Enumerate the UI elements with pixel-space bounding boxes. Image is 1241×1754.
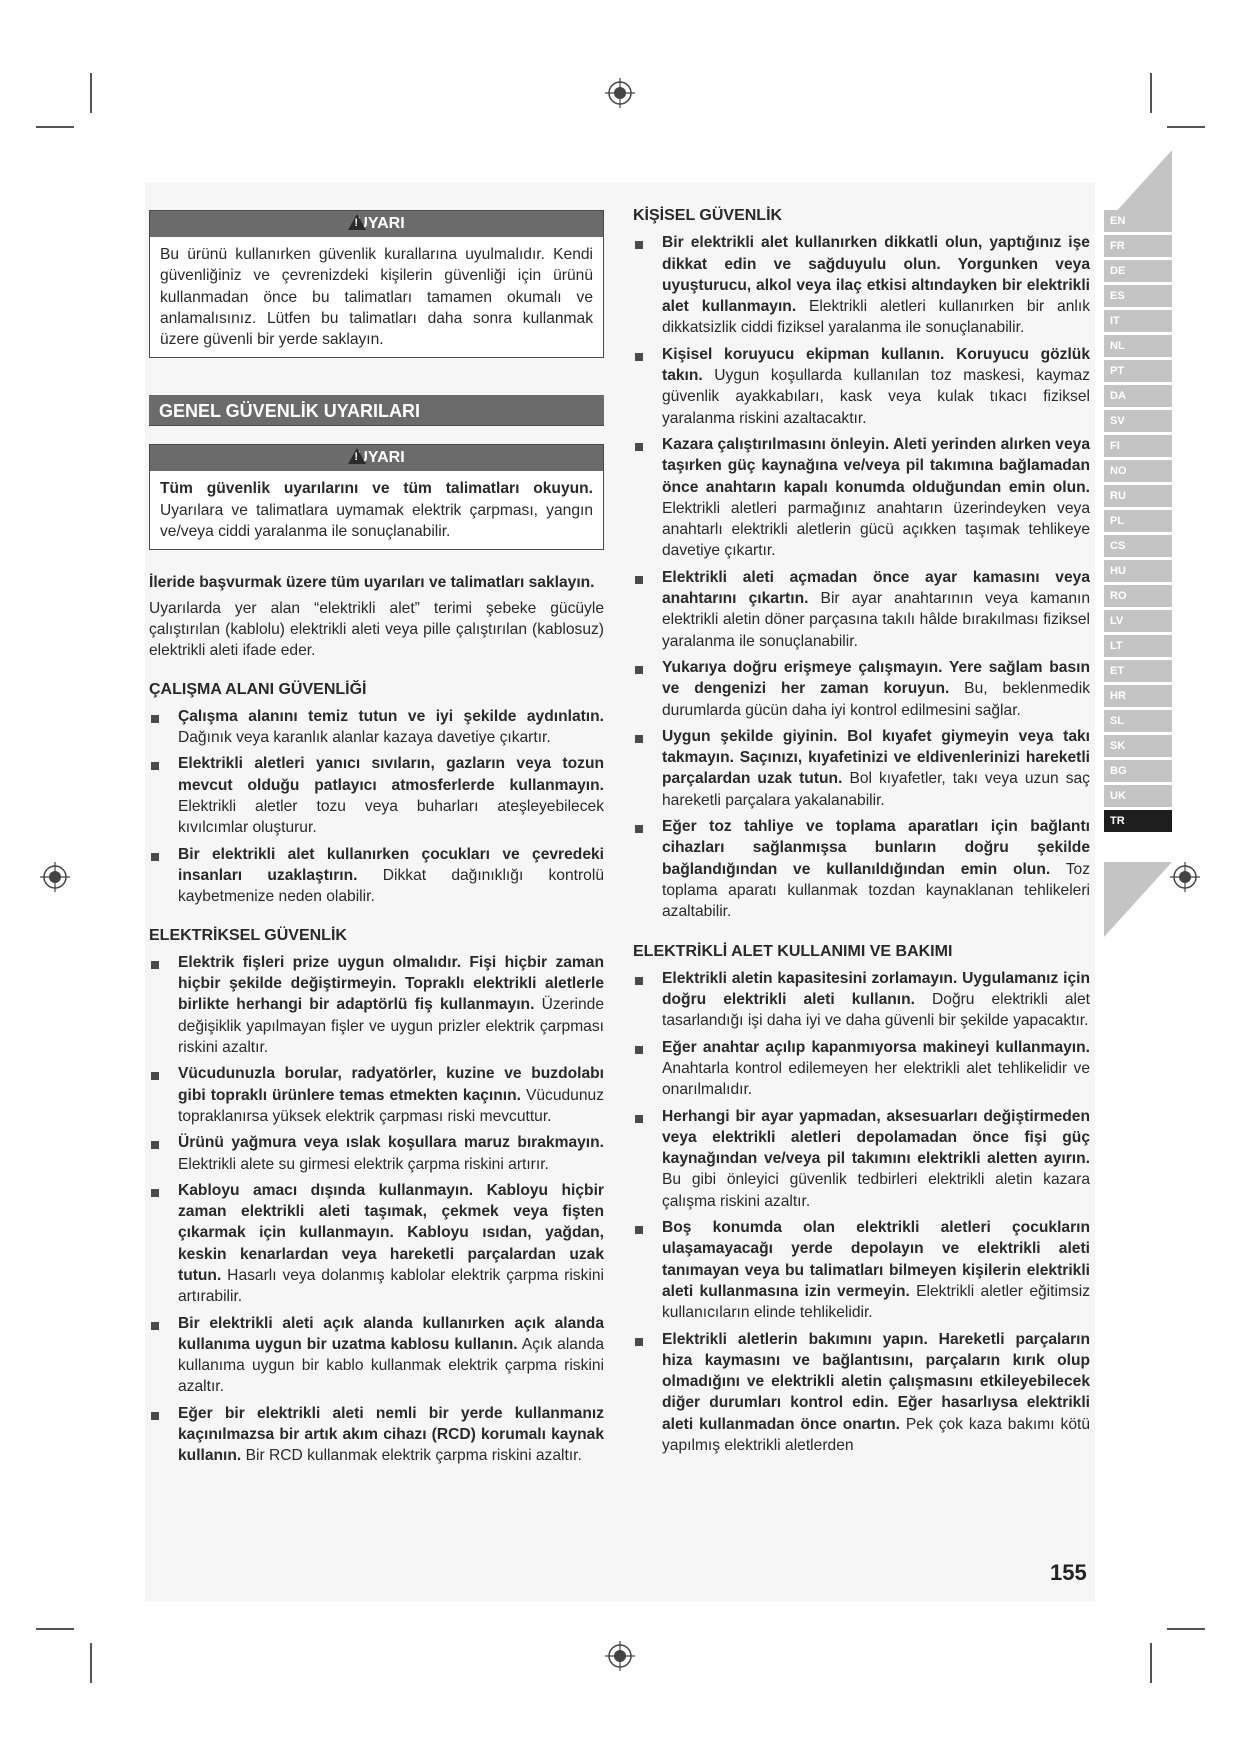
personal-title: KİŞİSEL GÜVENLİK bbox=[633, 207, 783, 224]
crop-mark bbox=[1150, 73, 1152, 113]
list-item: Elektrikli aletleri yanıcı sıvıların, gazların veya tozun mevcut olduğu patlayıcı atmosferlerde kullanmayın. Elektrikli aletler tozu veya buharları ateşleyebilecek kıvılcımlar oluşturur. bbox=[149, 753, 604, 838]
warning-triangle-icon bbox=[348, 214, 366, 230]
list-item: Boş konumda olan elektrikli aletleri çocukların ulaşamayacağı yerde depolayın ve elektrikli aleti tanımayan veya bu talimatları bilmeyen kişilerin elektrikli aleti kullanmasına izin vermeyin. Elektrikli aletler eğitimsiz kullanıcıların elinde tehlikelidir. bbox=[633, 1217, 1090, 1323]
tool-use-title: ELEKTRİKLİ ALET KULLANIMI VE BAKIMI bbox=[633, 942, 953, 960]
personal-list bbox=[633, 232, 1090, 922]
warning-triangle-icon bbox=[348, 448, 366, 464]
crop-mark bbox=[90, 73, 92, 113]
electrical-list bbox=[149, 952, 604, 1467]
warning-bold-text: Tüm güvenlik uyarılarını ve tüm talimatları okuyun. bbox=[160, 480, 593, 498]
page-number: 155 bbox=[1050, 1560, 1087, 1585]
language-tab-pl[interactable]: PL bbox=[1104, 510, 1172, 532]
warning-header bbox=[150, 445, 603, 471]
list-item: Bir elektrikli aleti açık alanda kullanırken açık alanda kullanıma uygun bir uzatma kablosu kullanın. Açık alanda kullanıma uygun bir kablo kullanmak elektrik çarpma riskini azaltır. bbox=[149, 1313, 604, 1398]
language-tab-da[interactable]: DA bbox=[1104, 385, 1172, 407]
language-tab-sl[interactable]: SL bbox=[1104, 710, 1172, 732]
list-item: Elektrik fişleri prize uygun olmalıdır. Fişi hiçbir zaman hiçbir şekilde değiştirmeyin. Topraklı elektrikli aletlerle birlikte herhangi bir adaptörlü fiş kullanmayın. Üzerinde değişiklik yapılmayan fişler ve uygun prizler elektrik çarpması riskini azaltır. bbox=[149, 952, 604, 1058]
language-tab-cs[interactable]: CS bbox=[1104, 535, 1172, 557]
work-area-title: ÇALIŞMA ALANI GÜVENLİĞİ bbox=[149, 680, 367, 698]
language-tab-bg[interactable]: BG bbox=[1104, 760, 1172, 782]
language-tab-sk[interactable]: SK bbox=[1104, 735, 1172, 757]
list-item: Bir elektrikli alet kullanırken dikkatli olun, yaptığınız işe dikkat edin ve sağduyulu olun. Yorgunken veya uyuşturucu, alkol veya ilaç etkisi altındayken bir elektrikli alet kullanmayın. Elektrikli aletleri kullanırken bir anlık dikkatsizlik ciddi fiziksel yaralanma ile sonuçlanabilir. bbox=[633, 232, 1090, 338]
list-item: Yukarıya doğru erişmeye çalışmayın. Yere sağlam basın ve dengenizi her zaman koruyun. Bu, beklenmedik durumlarda gücün daha iyi kontrol edilmesini sağlar. bbox=[633, 657, 1090, 721]
electrical-title: ELEKTRİKSEL GÜVENLİK bbox=[149, 926, 347, 944]
warning-text bbox=[150, 471, 603, 549]
language-tab-en[interactable]: EN bbox=[1104, 210, 1172, 232]
list-item: Elektrikli aletlerin bakımını yapın. Hareketli parçaların hiza kaymasını ve bağlantısını, parçaların kırık olup olmadığını ve elektrikli aletin çalışmasını etkileyebilecek diğer durumları kontrol edin. Eğer hasarlıysa elektrikli aleti kullanmadan önce onartın. Pek çok kaza bakımı kötü yapılmış elektrikli aletlerden bbox=[633, 1329, 1090, 1457]
warning-title: UYARI bbox=[356, 449, 405, 467]
work-area-list bbox=[149, 706, 604, 908]
list-item: Elektrikli aleti açmadan önce ayar kamasını veya anahtarını çıkartın. Bir ayar anahtarının veya kamanın elektrikli aletin döner parçasına takılı hâlde bırakılması fiziksel yaralanma ile sonuçlanabilir. bbox=[633, 567, 1090, 652]
registration-mark-icon bbox=[1170, 862, 1200, 892]
list-item: Kişisel koruyucu ekipman kullanın. Koruyucu gözlük takın. Uygun koşullarda kullanılan toz maskesi, kaymaz güvenlik ayakkabıları, kask veya kulak tıkacı fiziksel yaralanma riskini azaltacaktır. bbox=[633, 344, 1090, 429]
crop-mark bbox=[36, 126, 74, 128]
language-tab-de[interactable]: DE bbox=[1104, 260, 1172, 282]
list-item: Eğer toz tahliye ve toplama aparatları için bağlantı cihazları sağlanmışsa bunların doğru şekilde bağlandığından ve kullanıldığından emin olun. Toz toplama aparatı kullanmak tozdan kaynaklanan tehlikeleri azaltabilir. bbox=[633, 816, 1090, 922]
list-item: Eğer anahtar açılıp kapanmıyorsa makineyi kullanmayın. Anahtarla kontrol edilemeyen her elektrikli alet tehlikelidir ve onarılmalıdır. bbox=[633, 1037, 1090, 1101]
language-tab-lt[interactable]: LT bbox=[1104, 635, 1172, 657]
list-item: Bir elektrikli alet kullanırken çocukları ve çevredeki insanları uzaklaştırın. Dikkat dağınıklığı kontrolü kaybetmenize neden olabilir. bbox=[149, 844, 604, 908]
registration-mark-icon bbox=[605, 78, 635, 108]
left-column bbox=[149, 210, 604, 1472]
language-tab-nl[interactable]: NL bbox=[1104, 335, 1172, 357]
intro-text: Uyarılarda yer alan “elektrikli alet” terimi şebeke gücüyle çalıştırılan (kablolu) elektrikli aleti veya pille çalıştırılan (kablosuz) elektrikli aleti ifade eder. bbox=[149, 599, 604, 660]
list-item: Çalışma alanını temiz tutun ve iyi şekilde aydınlatın. Dağınık veya karanlık alanlar kazaya davetiye çıkartır. bbox=[149, 706, 604, 749]
warning-title: UYARI bbox=[356, 215, 405, 232]
list-item: Eğer bir elektrikli aleti nemli bir yerde kullanmanız kaçınılmazsa bir artık akım cihazı (RCD) korumalı kaynak kullanın. Bir RCD kullanmak elektrik çarpma riskini azaltır. bbox=[149, 1403, 604, 1467]
warning-box bbox=[149, 210, 604, 358]
language-tab-ro[interactable]: RO bbox=[1104, 585, 1172, 607]
warning-text: Bu ürünü kullanırken güvenlik kurallarına uyulmalıdır. Kendi güvenliğiniz ve çevrenizdeki kişilerin güvenliği için ürünü kullanmadan önce bu talimatları tamamen okumalı ve anlamalısınız. Lütfen bu talimatları daha sonra kullanmak üzere güvenli bir yerde saklayın. bbox=[160, 246, 593, 349]
language-tab-fi[interactable]: FI bbox=[1104, 435, 1172, 457]
warning-box bbox=[149, 444, 604, 550]
list-item: Kazara çalıştırılmasını önleyin. Aleti yerinden alırken veya taşırken güç kaynağına ve/veya pil takımına bağlamadan önce anahtarın kapalı konumda olduğundan emin olun. Elektrikli aletleri parmağınız anahtarın üzerindeyken veya anahtarlı elektrikli aletlerin gücü açıkken taşımak tehlikeye davetiye çıkartır. bbox=[633, 434, 1090, 562]
language-tab-pt[interactable]: PT bbox=[1104, 360, 1172, 382]
language-tab-ru[interactable]: RU bbox=[1104, 485, 1172, 507]
list-item: Herhangi bir ayar yapmadan, aksesuarları değiştirmeden veya elektrikli aletleri depolamadan önce fişi güç kaynağından ve/veya pil takımını elektrikli aletten ayırın. Bu gibi önleyici güvenlik tedbirleri elektrikli aletin kazara çalışma riskini azaltır. bbox=[633, 1106, 1090, 1212]
language-tab-decoration bbox=[1104, 862, 1172, 937]
list-item: Vücudunuzla borular, radyatörler, kuzine ve buzdolabı gibi topraklı ürünlere temas etmekten kaçının. Vücudunuz topraklanırsa yüksek elektrik çarpması riski mevcuttur. bbox=[149, 1063, 604, 1127]
crop-mark bbox=[36, 1628, 74, 1630]
list-item: Kabloyu amacı dışında kullanmayın. Kabloyu hiçbir zaman elektrikli aleti taşımak, çekmek veya fişten çıkarmak için kullanmayın. Kabloyu ısıdan, yağdan, keskin kenarlardan veya hareketli parçalardan uzak tutun. Hasarlı veya dolanmış kablolar elektrik çarpma riskini artırabilir. bbox=[149, 1180, 604, 1308]
language-tab-tr[interactable]: TR bbox=[1104, 810, 1172, 832]
language-tab-hr[interactable]: HR bbox=[1104, 685, 1172, 707]
language-tab-lv[interactable]: LV bbox=[1104, 610, 1172, 632]
language-tab-uk[interactable]: UK bbox=[1104, 785, 1172, 807]
language-tab-es[interactable]: ES bbox=[1104, 285, 1172, 307]
language-tab-fr[interactable]: FR bbox=[1104, 235, 1172, 257]
language-tab-no[interactable]: NO bbox=[1104, 460, 1172, 482]
intro-bold: İleride başvurmak üzere tüm uyarıları ve talimatları saklayın. bbox=[149, 574, 595, 592]
section-title: GENEL GÜVENLİK UYARILARI bbox=[149, 395, 604, 426]
language-tab-it[interactable]: IT bbox=[1104, 310, 1172, 332]
list-item: Uygun şekilde giyinin. Bol kıyafet giymeyin veya takı takmayın. Saçınızı, kıyafetinizi ve eldivenlerinizi hareketli parçalardan uzak tutun. Bol kıyafetler, takı veya uzun saç hareketli parçalara yakalanabilir. bbox=[633, 726, 1090, 811]
list-item: Elektrikli aletin kapasitesini zorlamayın. Uygulamanız için doğru elektrikli aleti kullanın. Doğru elektrikli alet tasarlandığı işi daha iyi ve daha güvenli bir şekilde yapacaktır. bbox=[633, 968, 1090, 1032]
crop-mark bbox=[1150, 1643, 1152, 1683]
right-column bbox=[633, 205, 1090, 1461]
list-item: Ürünü yağmura veya ıslak koşullara maruz bırakmayın. Elektrikli alete su girmesi elektrik çarpma riskini artırır. bbox=[149, 1132, 604, 1175]
registration-mark-icon bbox=[40, 862, 70, 892]
language-tabs bbox=[1104, 210, 1172, 835]
warning-body-text: Uyarılara ve talimatlara uymamak elektrik çarpması, yangın ve/veya ciddi yaralanma ile sonuçlanabilir. bbox=[160, 501, 593, 541]
language-tab-sv[interactable]: SV bbox=[1104, 410, 1172, 432]
crop-mark bbox=[90, 1643, 92, 1683]
warning-header bbox=[150, 211, 603, 237]
tool-use-list bbox=[633, 968, 1090, 1457]
language-tab-hu[interactable]: HU bbox=[1104, 560, 1172, 582]
registration-mark-icon bbox=[605, 1641, 635, 1671]
crop-mark bbox=[1167, 1628, 1205, 1630]
crop-mark bbox=[1167, 126, 1205, 128]
language-tab-et[interactable]: ET bbox=[1104, 660, 1172, 682]
